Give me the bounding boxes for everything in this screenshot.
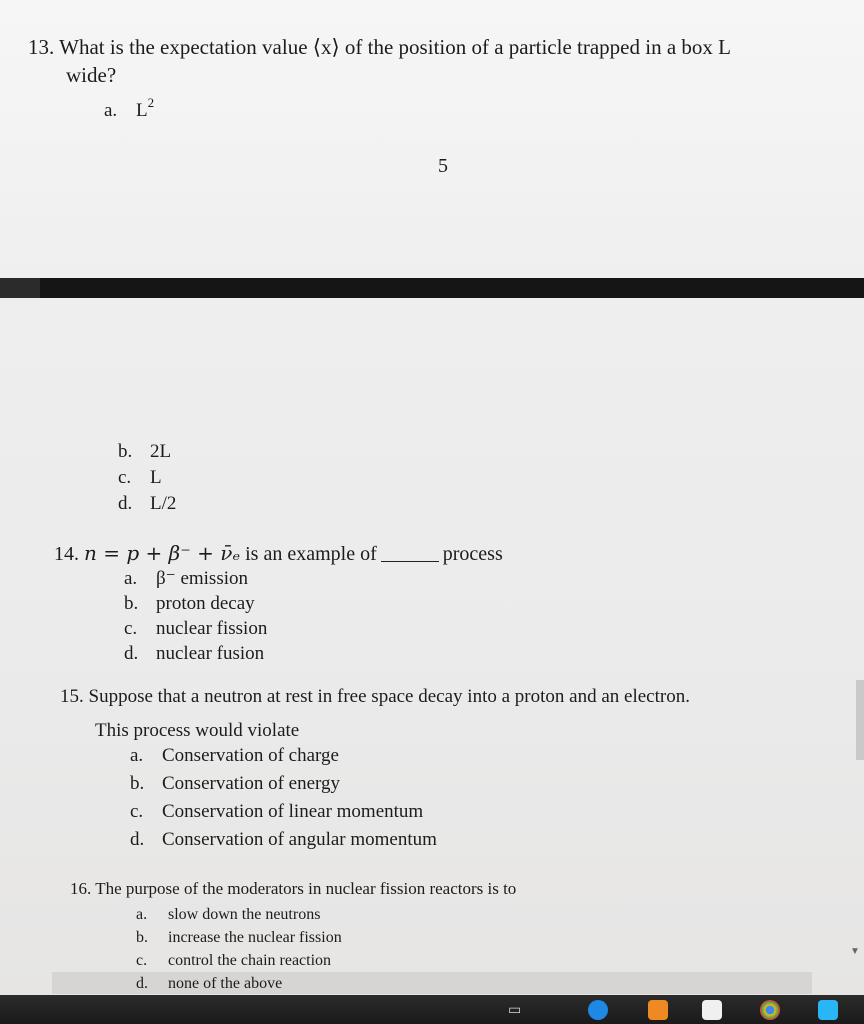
q16-option-a[interactable] <box>136 904 320 926</box>
question-15-line1 <box>60 684 690 710</box>
option-text: increase the nuclear fission <box>168 929 342 946</box>
option-label: b. <box>124 593 139 614</box>
option-label: b. <box>130 773 145 794</box>
option-label: a. <box>124 568 138 589</box>
fill-in-blank <box>381 545 439 562</box>
question-16-line <box>70 876 516 902</box>
question-13-text: What is the expectation value ⟨x⟩ of the position of a particle trapped in a box L <box>59 35 731 59</box>
q14-option-a[interactable] <box>124 568 248 590</box>
option-text: proton decay <box>156 593 255 614</box>
option-text: Conservation of energy <box>162 773 340 794</box>
option-text: slow down the neutrons <box>168 906 321 923</box>
option-text: β⁻ emission <box>156 568 249 589</box>
chrome-icon[interactable] <box>760 1000 780 1020</box>
blue-app-icon[interactable] <box>588 1000 608 1020</box>
option-label: b. <box>118 441 133 462</box>
q16-option-d[interactable] <box>136 973 282 995</box>
question-13-line2: wide? <box>66 63 117 87</box>
option-label: a. <box>130 745 144 766</box>
option-text: 2L <box>150 441 172 462</box>
option-text: nuclear fission <box>156 618 268 639</box>
taskbar <box>0 995 864 1024</box>
question-14-equation: n = p + β⁻ + ν̄ₑ <box>84 541 241 565</box>
q14-option-c[interactable] <box>124 618 267 640</box>
option-label: d. <box>130 829 145 850</box>
q13-option-c[interactable] <box>118 467 162 489</box>
question-14-end: process <box>442 543 503 565</box>
option-label: b. <box>136 929 148 946</box>
vertical-scrollbar-thumb[interactable] <box>856 680 864 760</box>
question-14-line <box>54 540 503 567</box>
q16-option-b[interactable] <box>136 927 342 949</box>
q15-option-b[interactable] <box>130 773 340 795</box>
question-14-number: 14. <box>54 543 79 565</box>
option-label: a. <box>136 906 148 923</box>
option-label: a. <box>104 100 118 121</box>
inbox-icon[interactable] <box>818 1000 838 1020</box>
question-16-text: The purpose of the moderators in nuclear fission reactors is to <box>95 879 517 898</box>
store-icon[interactable] <box>702 1000 722 1020</box>
question-15-number: 15. <box>60 686 84 707</box>
option-label: d. <box>136 975 148 992</box>
option-label: c. <box>136 952 148 969</box>
q15-option-c[interactable] <box>130 801 423 823</box>
scroll-down-arrow-icon[interactable]: ▼ <box>850 946 860 957</box>
q16-option-c[interactable] <box>136 950 331 972</box>
option-text: Conservation of angular momentum <box>162 829 437 850</box>
page-break-divider <box>0 278 864 298</box>
page-number: 5 <box>438 155 448 177</box>
question-16-number: 16. <box>70 879 92 898</box>
tablet-icon[interactable]: ▭ <box>508 1002 522 1018</box>
option-text: Conservation of linear momentum <box>162 801 424 822</box>
q14-option-d[interactable] <box>124 643 264 665</box>
q15-option-a[interactable] <box>130 745 339 767</box>
option-text: nuclear fusion <box>156 643 265 664</box>
question-15-text: Suppose that a neutron at rest in free space decay into a proton and an electron. <box>88 686 690 707</box>
question-13-number: 13. <box>28 35 55 59</box>
option-text: control the chain reaction <box>168 952 332 969</box>
option-label: d. <box>118 493 133 514</box>
question-14-text: is an example of <box>245 543 377 565</box>
option-text: Conservation of charge <box>162 745 339 766</box>
option-superscript: 2 <box>147 95 155 110</box>
option-text: L/2 <box>150 493 177 514</box>
option-text: none of the above <box>168 975 283 992</box>
option-text: L <box>150 467 162 488</box>
option-text: L <box>136 100 148 121</box>
q13-option-b[interactable] <box>118 441 171 463</box>
question-15-line2: This process would violate <box>95 720 300 741</box>
question-13-line1 <box>28 34 731 60</box>
orange-app-icon[interactable] <box>648 1000 668 1020</box>
q13-option-d[interactable] <box>118 493 176 515</box>
option-label: c. <box>130 801 144 822</box>
option-label: d. <box>124 643 139 664</box>
q13-option-a[interactable] <box>104 92 154 122</box>
option-label: c. <box>118 467 132 488</box>
q14-option-b[interactable] <box>124 593 255 615</box>
q15-option-d[interactable] <box>130 829 437 851</box>
option-label: c. <box>124 618 138 639</box>
